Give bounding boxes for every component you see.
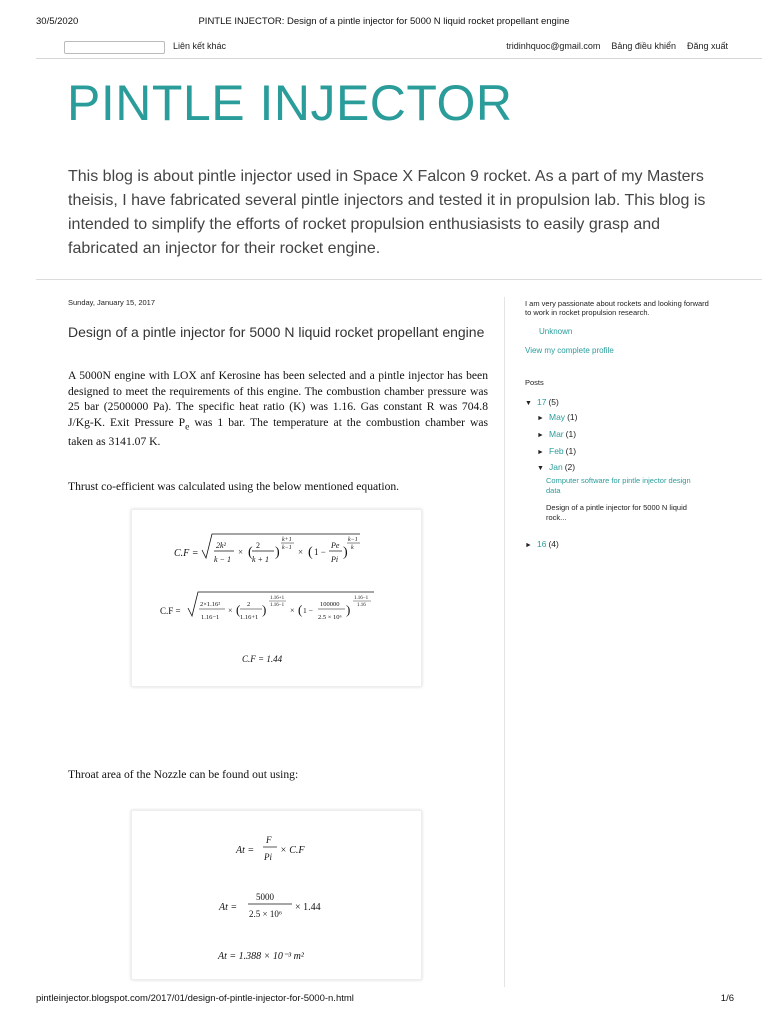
blogger-navbar [0, 40, 768, 56]
archive-count: (4) [548, 539, 559, 549]
print-header [0, 16, 768, 30]
navbar-user-links [506, 41, 728, 51]
archive-month-feb[interactable] [537, 446, 576, 456]
archive-month-label[interactable]: Mar [549, 429, 564, 439]
at-equation-svg [132, 811, 421, 979]
print-footer [0, 993, 768, 1007]
svg-text:k−1: k−1 [282, 545, 292, 551]
cf-equation-svg [132, 510, 421, 686]
svg-text:×: × [238, 547, 244, 557]
archive-month-label[interactable]: Feb [549, 446, 564, 456]
expand-triangle-icon[interactable]: ► [525, 542, 532, 549]
svg-text:1.16+1: 1.16+1 [270, 596, 285, 601]
at-label-2: At = [219, 902, 238, 913]
svg-text:(: ( [298, 602, 303, 617]
cf-result: C.F = 1.44 [242, 654, 283, 664]
svg-text:1.16−1: 1.16−1 [354, 596, 369, 601]
archive-count: (2) [564, 462, 576, 472]
at-times-val: × 1.44 [295, 902, 321, 913]
blog-title[interactable]: PINTLE INJECTOR [67, 75, 513, 131]
other-links-link[interactable]: Liên kết khác [173, 41, 227, 51]
svg-text:2: 2 [256, 541, 260, 550]
svg-text:): ) [275, 545, 280, 560]
svg-text:(: ( [236, 602, 241, 617]
thrust-coefficient-text: Thrust co-efficient was calculated using the below mentioned equation. [68, 480, 400, 493]
logout-link[interactable]: Đăng xuất [686, 41, 728, 51]
dashboard-link[interactable]: Bảng điều khiển [611, 41, 676, 51]
intro-text-1: A 5000N engine with LOX anf Kerosine has been selected and a pintle injector has been designed to meet the requirements of this engine. The combustion chamber pressure was 25 bar (2500000 Pa). The specific heat ratio (K) was 1.16. Gas constant R was 704.8 J/Kg-K. Exit Pressure P [68, 369, 488, 429]
content-divider [36, 279, 762, 280]
intro-text-2: was 1 bar. The temperature at the combustion chamber was taken as 3141.07 K. [68, 415, 489, 449]
cf-label-1: C.F = [174, 548, 199, 559]
archive-post-link-software[interactable]: Computer software for pintle injector design data [546, 476, 691, 495]
svg-text:(: ( [248, 545, 253, 560]
svg-text:Pe: Pe [331, 541, 340, 550]
svg-text:k−1: k−1 [348, 537, 358, 543]
archive-post-link-current[interactable]: Design of a pintle injector for 5000 N liquid rock... [546, 503, 687, 522]
print-doc-title: PINTLE INJECTOR: Design of a pintle injector for 5000 N liquid rocket propellant engine [198, 16, 570, 27]
at-result: At = 1.388 × 10⁻³ m² [218, 951, 304, 962]
svg-text:k+1: k+1 [282, 537, 292, 543]
at-frac1-den: Pi [264, 852, 272, 862]
at-frac2-den: 2.5 × 10⁶ [249, 909, 282, 919]
archive-month-mar[interactable] [537, 429, 576, 439]
print-url: pintleinjector.blogspot.com/2017/01/design-of-pintle-injector-for-5000-n.html [36, 993, 354, 1004]
sidebar-divider [504, 297, 505, 987]
svg-text:2.5 × 10⁶: 2.5 × 10⁶ [318, 614, 342, 621]
expand-triangle-icon[interactable]: ► [537, 415, 544, 422]
thrust-coefficient-equation-image [131, 509, 422, 687]
svg-text:×: × [290, 606, 295, 615]
svg-text:): ) [346, 602, 351, 617]
header-divider [36, 58, 762, 59]
svg-text:1.16: 1.16 [357, 603, 366, 608]
svg-text:k + 1: k + 1 [252, 555, 269, 564]
archive-month-label[interactable]: May [549, 412, 566, 422]
post-title: Design of a pintle injector for 5000 N liquid rocket propellant engine [68, 324, 485, 340]
svg-text:k − 1: k − 1 [214, 555, 231, 564]
post-body [68, 368, 488, 450]
at-frac1-num: F [266, 835, 272, 845]
archive-year-17[interactable] [525, 397, 559, 407]
svg-text:×: × [298, 547, 304, 557]
user-email[interactable]: tridinhquoc@gmail.com [506, 41, 601, 51]
svg-text:2×1.16²: 2×1.16² [200, 601, 221, 608]
archive-month-label[interactable]: Jan [549, 462, 563, 472]
author-link[interactable]: Unknown [539, 327, 573, 336]
archive-year-16[interactable] [525, 539, 559, 549]
svg-text:1.16−1: 1.16−1 [270, 603, 285, 608]
expand-triangle-icon[interactable]: ► [537, 432, 544, 439]
svg-text:(: ( [308, 545, 313, 560]
post-main [68, 298, 488, 450]
svg-text:): ) [343, 545, 348, 560]
throat-area-text: Throat area of the Nozzle can be found out using: [68, 768, 299, 781]
archive-month-may[interactable] [537, 412, 577, 422]
archive-month-jan[interactable] [537, 462, 575, 472]
archive-count: (1) [565, 429, 577, 439]
at-frac2-num: 5000 [256, 892, 274, 902]
post-intro-paragraph [68, 368, 488, 450]
archive-year-label[interactable]: 17 [537, 397, 547, 407]
view-profile-link[interactable]: View my complete profile [525, 346, 614, 355]
archive-year-label[interactable]: 16 [537, 539, 547, 549]
svg-text:): ) [262, 602, 267, 617]
svg-text:100000: 100000 [320, 601, 340, 608]
sidebar [525, 299, 715, 387]
svg-text:1.16+1: 1.16+1 [240, 614, 259, 621]
archive-count: (1) [567, 412, 578, 422]
svg-text:2: 2 [247, 601, 251, 608]
collapse-triangle-icon[interactable]: ▼ [537, 465, 544, 472]
blog-description: This blog is about pintle injector used in Space X Falcon 9 rocket. As a part of my Masters theisis, I have fabricated several pintle injectors and tested it in propulsion lab. This blog is intended to simplify the efforts of rocket propulsion enthusiasists to easily grasp and fabricated an injector for their rocket engine. [68, 168, 706, 257]
svg-text:Pi: Pi [331, 555, 339, 564]
svg-text:1 −: 1 − [303, 606, 313, 615]
intro-subscript: e [185, 420, 190, 432]
svg-text:×: × [228, 606, 233, 615]
print-date: 30/5/2020 [36, 16, 79, 27]
throat-area-equation-image [131, 810, 422, 980]
cf-label-2: C.F = [160, 606, 181, 616]
archive-count: (1) [565, 446, 577, 456]
at-label-1: At = [236, 845, 255, 856]
svg-text:1.16−1: 1.16−1 [201, 614, 220, 621]
navbar-search-input[interactable] [64, 41, 165, 54]
archive-count: (5) [548, 397, 559, 407]
svg-text:2k²: 2k² [216, 541, 226, 550]
at-times-cf: × C.F [280, 845, 305, 856]
svg-text:k: k [351, 545, 354, 551]
svg-text:1 −: 1 − [314, 547, 326, 557]
print-page-number: 1/6 [720, 993, 734, 1004]
expand-triangle-icon[interactable]: ► [537, 449, 544, 456]
posts-heading: Posts [525, 378, 544, 387]
collapse-triangle-icon[interactable]: ▼ [525, 400, 532, 407]
post-date: Sunday, January 15, 2017 [68, 298, 156, 307]
about-me-text: I am very passionate about rockets and looking forward to work in rocket propulsion research. [525, 299, 709, 317]
